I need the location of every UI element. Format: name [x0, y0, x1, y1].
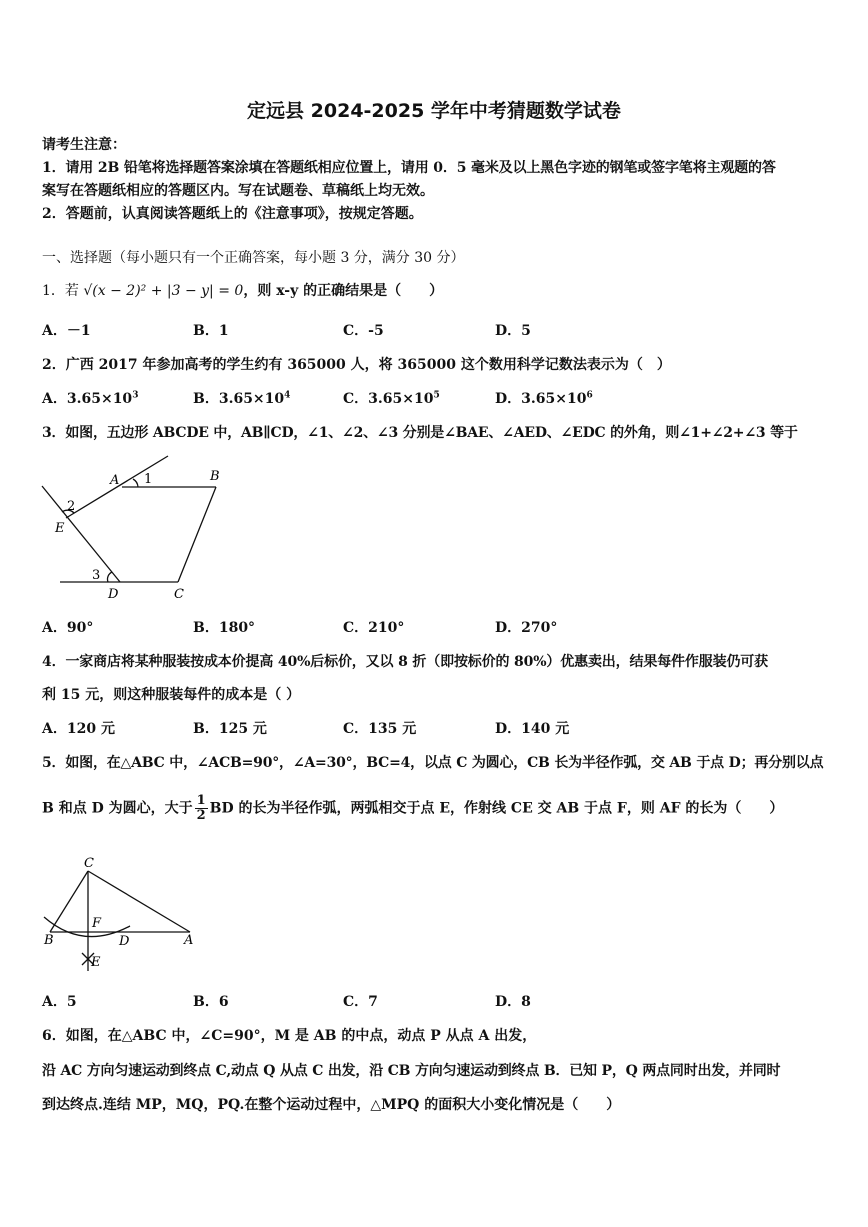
q3-option-d[interactable]: D．270°: [495, 620, 558, 636]
q1-option-a[interactable]: A．－1: [42, 323, 91, 339]
segment-bc: [178, 487, 216, 582]
q1-prefix: 1．若: [42, 283, 79, 299]
q2-option-d[interactable]: D．$3.65\times 10^6$: [495, 390, 593, 407]
q4-option-a[interactable]: A．120 元: [42, 721, 115, 737]
question-2: 2．广西 2017 年参加高考的学生约有 365000 人，将 365000 这个数用科学记数法表示为（ ）: [42, 357, 671, 373]
notice-line-2: 案写在答题纸相应的答题区内。写在试题卷、草稿纸上均无效。: [42, 183, 434, 199]
q1-expression: √(x − 2)² + |3 − y| = 0: [83, 283, 244, 299]
q5-option-d[interactable]: D．8: [495, 994, 531, 1010]
segment-ed-extended: [42, 486, 120, 582]
label-c: C: [174, 587, 184, 602]
q2-option-c[interactable]: C．$3.65\times 10^5$: [343, 390, 440, 407]
q4-option-b[interactable]: B．125 元: [193, 721, 267, 737]
label-e: E: [91, 955, 101, 970]
q2-option-b[interactable]: B．$3.65\times 10^4$: [193, 390, 291, 407]
label-c: C: [84, 856, 94, 871]
label-d: D: [119, 934, 130, 949]
question-6-line-3: 到达终点.连结 MP，MQ，PQ.在整个运动过程中，△MPQ 的面积大小变化情况是（ ）: [42, 1097, 621, 1113]
exam-title: 定远县 2024-2025 学年中考猜题数学试卷: [247, 100, 621, 122]
q1-suffix: ，则 x-y 的正确结果是（ ）: [243, 283, 444, 299]
label-a: A: [184, 933, 194, 948]
label-b: B: [44, 933, 54, 948]
q3-pentagon-figure: [38, 452, 228, 602]
segment-bc: [50, 871, 88, 932]
q4-option-c[interactable]: C．135 元: [343, 721, 417, 737]
q3-option-b[interactable]: B．180°: [193, 620, 256, 636]
label-angle-3: 3: [92, 568, 101, 583]
question-1: [42, 280, 443, 300]
notice-heading: 请考生注意：: [42, 137, 126, 153]
question-6-line-2: 沿 AC 方向匀速运动到终点 C,动点 Q 从点 C 出发，沿 CB 方向匀速运动到终点 B．已知 P，Q 两点同时出发，并同时: [42, 1063, 781, 1079]
fraction-one-half: $\frac{1}{2}$: [196, 793, 206, 823]
label-f: F: [92, 916, 102, 931]
q1-option-d[interactable]: D．5: [495, 323, 531, 339]
notice-line-1: 1．请用 2B 铅笔将选择题答案涂填在答题纸相应位置上，请用 0．5 毫米及以上黑色字迹的钢笔或签字笔将主观题的答: [42, 160, 776, 176]
q5-option-c[interactable]: C．7: [343, 994, 378, 1010]
q1-option-b[interactable]: B．1: [193, 323, 229, 339]
q3-option-a[interactable]: A．90°: [42, 620, 94, 636]
question-4-line-2: 利 15 元，则这种服装每件的成本是（ ）: [42, 687, 301, 703]
label-e: E: [55, 521, 65, 536]
segment-ca: [88, 871, 190, 932]
angle-3-arc: [107, 572, 112, 582]
section-heading: 一、选择题（每小题只有一个正确答案，每小题 3 分，满分 30 分）: [42, 250, 465, 266]
q5-triangle-figure: [38, 855, 198, 975]
label-d: D: [108, 587, 119, 602]
label-b: B: [210, 469, 220, 484]
label-angle-1: 1: [144, 472, 153, 487]
q5-option-a[interactable]: A．5: [42, 994, 77, 1010]
question-5-line-1: 5．如图，在△ABC 中，∠ACB=90°，∠A=30°，BC=4，以点 C 为圆心，CB 长为半径作弧，交 AB 于点 D；再分别以点: [42, 755, 824, 771]
q1-option-c[interactable]: C．-5: [343, 323, 384, 339]
question-3: 3．如图，五边形 ABCDE 中，AB∥CD，∠1、∠2、∠3 分别是∠BAE、∠AED、∠EDC 的外角，则∠1+∠2+∠3 等于: [42, 425, 798, 441]
label-angle-2: 2: [67, 499, 76, 514]
angle-1-arc: [133, 479, 138, 487]
q4-option-d[interactable]: D．140 元: [495, 721, 570, 737]
question-5-line-2: B 和点 D 为圆心，大于 $\frac{1}{2}$ BD 的长为半径作弧，两弧相交于点 E，作射线 CE 交 AB 于点 F，则 AF 的长为（ ）: [42, 793, 784, 823]
q2-option-a[interactable]: A．$3.65\times 10^3$: [42, 390, 139, 407]
label-a: A: [110, 473, 120, 488]
q5-option-b[interactable]: B．6: [193, 994, 229, 1010]
notice-line-3: 2．答题前，认真阅读答题纸上的《注意事项》，按规定答题。: [42, 206, 423, 222]
question-6-line-1: 6．如图，在△ABC 中，∠C=90°，M 是 AB 的中点，动点 P 从点 A 出发，: [42, 1028, 537, 1044]
q3-option-c[interactable]: C．210°: [343, 620, 405, 636]
question-4-line-1: 4．一家商店将某种服装按成本价提高 40%后标价，又以 8 折（即按标价的 80%）优惠卖出，结果每件作服装仍可获: [42, 654, 768, 670]
